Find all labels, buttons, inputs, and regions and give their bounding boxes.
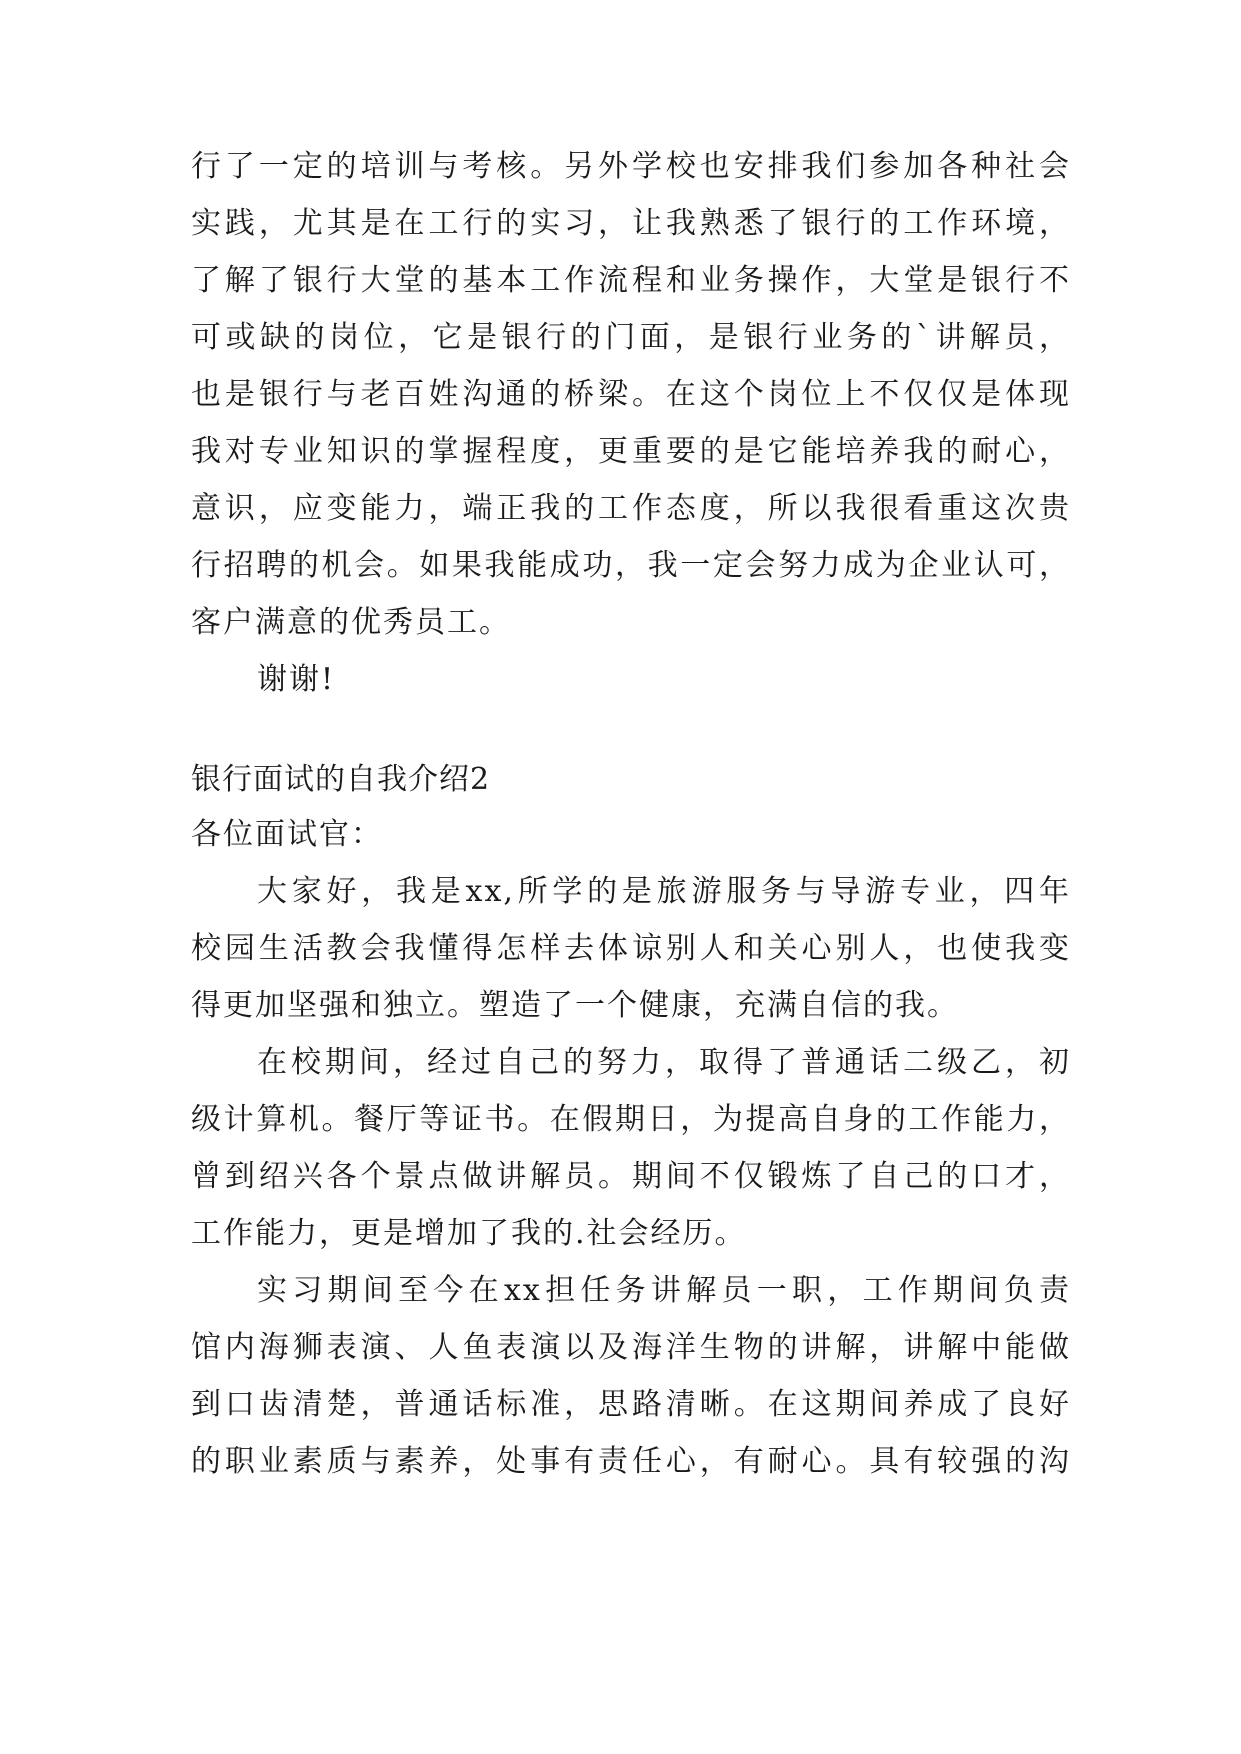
paragraph-line: 行招聘的机会。如果我能成功，我一定会努力成为企业认可，	[191, 548, 1071, 583]
section-title: 银行面试的自我介绍2	[191, 762, 491, 797]
salutation: 各位面试官：	[191, 817, 383, 852]
paragraph-line: 到口齿清楚，普通话标准，思路清晰。在这期间养成了良好	[191, 1387, 1071, 1422]
paragraph-line: 得更加坚强和独立。塑造了一个健康，充满自信的我。	[191, 988, 959, 1023]
paragraph-line: 也是银行与老百姓沟通的桥梁。在这个岗位上不仅仅是体现	[191, 377, 1071, 412]
paragraph-line: 实习期间至今在xx担任务讲解员一职，工作期间负责	[257, 1273, 1071, 1308]
paragraph-line: 客户满意的优秀员工。	[191, 605, 511, 640]
paragraph-line: 了解了银行大堂的基本工作流程和业务操作，大堂是银行不	[191, 263, 1071, 298]
thanks-text: 谢谢!	[257, 662, 336, 697]
paragraph-line: 在校期间，经过自己的努力，取得了普通话二级乙，初	[257, 1045, 1071, 1080]
paragraph-line: 馆内海狮表演、人鱼表演以及海洋生物的讲解，讲解中能做	[191, 1330, 1071, 1365]
paragraph-line: 校园生活教会我懂得怎样去体谅别人和关心别人，也使我变	[191, 931, 1071, 966]
paragraph-line: 曾到绍兴各个景点做讲解员。期间不仅锻炼了自己的口才，	[191, 1159, 1071, 1194]
paragraph-line: 实践，尤其是在工行的实习，让我熟悉了银行的工作环境，	[191, 206, 1071, 241]
paragraph-line: 的职业素质与素养，处事有责任心，有耐心。具有较强的沟	[191, 1444, 1071, 1479]
paragraph-line: 可或缺的岗位，它是银行的门面，是银行业务的`讲解员，	[191, 320, 1071, 355]
paragraph-line: 意识，应变能力，端正我的工作态度，所以我很看重这次贵	[191, 491, 1071, 526]
paragraph-line: 工作能力，更是增加了我的.社会经历。	[191, 1216, 747, 1251]
paragraph-line: 大家好，我是xx,所学的是旅游服务与导游专业，四年	[257, 874, 1071, 909]
paragraph-line: 我对专业知识的掌握程度，更重要的是它能培养我的耐心，	[191, 434, 1071, 469]
paragraph-line: 级计算机。餐厅等证书。在假期日，为提高自身的工作能力，	[191, 1102, 1071, 1137]
paragraph-line: 行了一定的培训与考核。另外学校也安排我们参加各种社会	[191, 149, 1071, 184]
